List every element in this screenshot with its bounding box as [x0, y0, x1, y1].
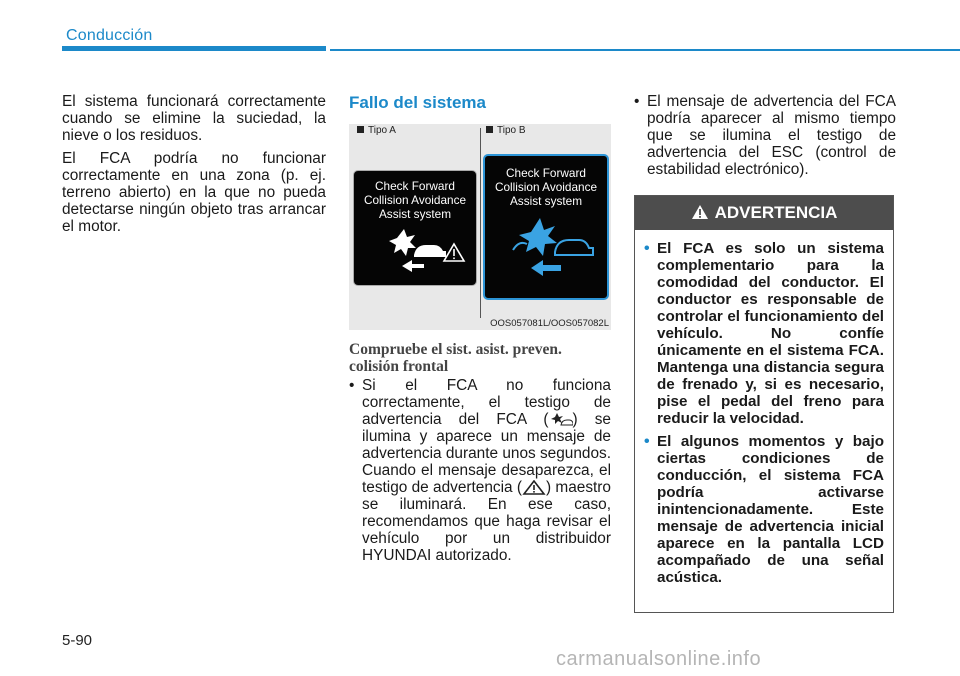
paragraph-dirt: El sistema funcionará correctamente cuando se elimine la suciedad, la nieve o los residuos.: [62, 93, 326, 144]
list-item: • El mensaje de advertencia del FCA podría aparecer al mismo tiempo que se ilumina el testigo de advertencia del ESC (control de estabilidad electrónico).: [634, 93, 896, 178]
warning-triangle-icon: [691, 198, 709, 214]
bullet-dot: •: [634, 93, 640, 110]
figure-code: OOS057081L/OOS057082L: [490, 318, 609, 329]
watermark: carmanualsonline.info: [556, 648, 762, 670]
figure-label-type-b: Tipo B: [486, 125, 526, 136]
section-title: Conducción: [66, 27, 153, 44]
figure-label-type-a: Tipo A: [357, 125, 396, 136]
warning-item: • El FCA es solo un sistema complementario para la comodidad del conductor. El conductor es responsable de controlar el funcionamiento del vehículo. No confíe únicamente en el sistema FCA. Mantenga una distancia segura de frenado y, si es necesario, pise el pedal del freno para reducir la velocidad.: [644, 240, 884, 427]
warning-header: [635, 196, 893, 230]
cluster-message-b: Check Forward Collision Avoidance Assist system: [494, 166, 598, 208]
check-fca-heading: Compruebe el sist. asist. preven. colisión frontal: [349, 341, 562, 375]
fca-failure-list: [349, 377, 611, 564]
warning-title: ADVERTENCIA: [714, 203, 838, 222]
warning-body: [644, 240, 884, 586]
bullet-dot: •: [644, 433, 650, 450]
fca-graphic-a-icon: [354, 171, 476, 285]
page-number: 5-90: [62, 632, 93, 649]
cluster-message-a: Check Forward Collision Avoidance Assist system: [363, 179, 467, 221]
bullet-dot: •: [349, 377, 355, 394]
warning-item: • El algunos momentos y bajo ciertas condiciones de conducción, el sistema FCA podría activarse inintencionadamente. Este mensaje de advertencia inicial aparece en la pantalla LCD acompañado de una señal acústica.: [644, 433, 884, 586]
cluster-screen-type-a: [353, 170, 477, 286]
list-item: • Si el FCA no funciona correctamente, el testigo de advertencia del FCA ( ) se ilumina y aparece un mensaje de advertencia durante unos segundos. Cuando el mensaje desaparezca, el testigo de advertencia ( ) maestro se iluminará. En ese caso, recomendamos que haga revisar el vehículo por un distribuidor HYUNDAI autorizado.: [349, 377, 611, 564]
system-failure-heading: Fallo del sistema: [349, 93, 486, 112]
header-rule-thin: [330, 49, 960, 51]
fca-warning-icon: [549, 412, 573, 427]
paragraph-open-terrain: El FCA podría no funcionar correctamente en una zona (p. ej. terreno abierto) en la que no pueda detectarse ningún objeto tras arrancar el motor.: [62, 150, 326, 235]
warning-box: [634, 195, 894, 613]
header-rule-thick: [62, 46, 326, 51]
column-1: [62, 93, 326, 235]
master-warning-icon: [522, 480, 546, 495]
esc-message-list: [634, 93, 896, 178]
bullet-dot: •: [644, 240, 650, 257]
figure-divider: [480, 128, 481, 318]
fca-graphic-b-icon: [485, 156, 607, 298]
cluster-message-figure: [349, 124, 611, 330]
cluster-screen-type-b: [483, 154, 609, 300]
